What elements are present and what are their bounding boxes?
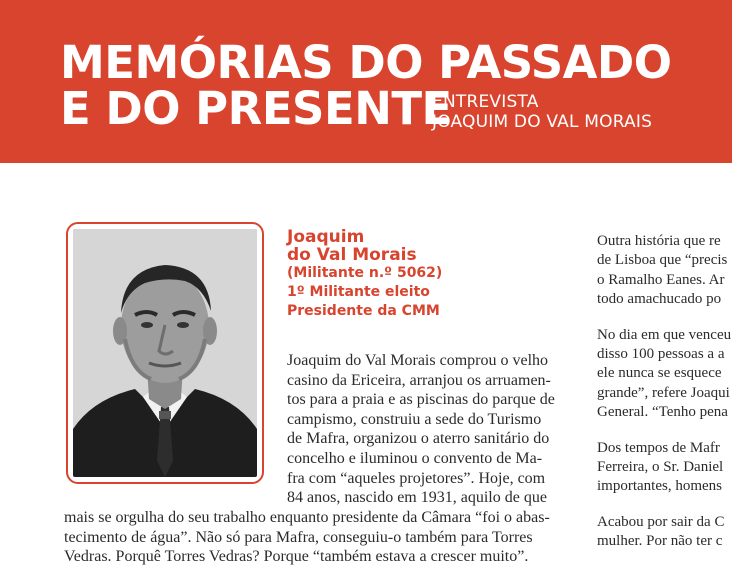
right-line: grande”, refere Joaqui [597, 384, 730, 401]
right-line: todo amachucado po [597, 291, 722, 308]
right-paragraph-1 [597, 232, 732, 310]
right-line: mulher. Por não ter c [597, 533, 723, 550]
right-column-text [597, 232, 732, 572]
right-line: importantes, homens [597, 478, 722, 495]
body-line: de Mafra, organizou o aterro sanitário do [287, 430, 550, 448]
headline-line-2: E DO PRESENTE [60, 82, 452, 135]
headline-line-1: MEMÓRIAS DO PASSADO [60, 36, 672, 89]
right-paragraph-2 [597, 326, 732, 423]
body-line: mais se orgulha do seu trabalho enquanto presidente da Câmara “foi o abas- [64, 509, 550, 526]
body-line: concelho e iluminou o convento de Ma- [287, 449, 543, 467]
portrait-photo [73, 229, 257, 477]
kicker-subject: JOAQUIM DO VAL MORAIS [432, 112, 653, 132]
body-line: campismo, construiu a sede do Turismo [287, 410, 542, 428]
profile-name-line-1: Joaquim [287, 227, 365, 247]
body-line: casino da Ericeira, arranjou os arruamen- [287, 371, 551, 389]
profile-name-line-2: do Val Morais [287, 245, 417, 265]
body-line: fra com “aqueles projetores”. Hoje, com [287, 469, 546, 487]
right-line: Acabou por sair da C [597, 513, 725, 530]
body-line: 84 anos, nascido em 1931, aquilo de que [287, 489, 547, 507]
kicker-label: ENTREVISTA [432, 92, 539, 112]
right-line: ele nunca se esquece [597, 365, 722, 382]
profile-role-2: Presidente da CMM [287, 303, 440, 319]
header-banner [0, 0, 732, 163]
right-line: Ferreira, o Sr. Daniel [597, 459, 724, 476]
profile-role-1: 1º Militante eleito [287, 284, 430, 300]
body-line: tos para a praia e as piscinas do parque de [287, 391, 555, 409]
right-line: disso 100 pessoas a a [597, 346, 725, 363]
profile-box [287, 228, 442, 321]
right-line: Outra história que re [597, 233, 721, 249]
body-line: Vedras. Porquê Torres Vedras? Porque “também estava a crescer muito”. [64, 548, 529, 566]
right-paragraph-4 [597, 513, 732, 552]
portrait-illustration [73, 229, 257, 477]
right-line: General. “Tenho pena [597, 404, 728, 421]
right-paragraph-3 [597, 439, 732, 497]
profile-membership: (Militante n.º 5062) [287, 265, 443, 281]
right-line: o Ramalho Eanes. Ar [597, 271, 725, 288]
body-line: Joaquim do Val Morais comprou o velho [287, 352, 549, 369]
article-body-full-width [64, 508, 559, 572]
body-line: tecimento de água”. Não só para Mafra, conseguiu-o também para Torres [64, 528, 533, 546]
right-line: de Lisboa que “precis [597, 252, 728, 269]
portrait-frame [66, 222, 264, 484]
article-body-beside-photo [287, 351, 557, 508]
right-line: No dia em que venceu [597, 326, 732, 343]
right-line: Dos tempos de Mafr [597, 439, 720, 456]
